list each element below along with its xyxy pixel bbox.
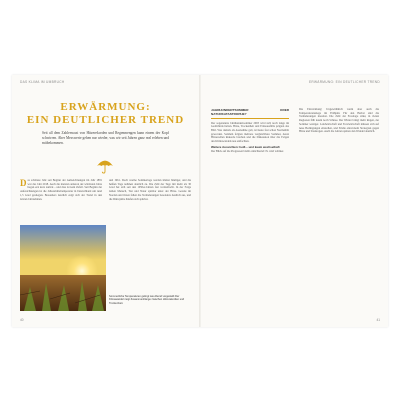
dry-field-sunset-photo bbox=[20, 225, 106, 311]
right-page bbox=[201, 75, 388, 327]
left-page bbox=[12, 75, 199, 327]
book-spread bbox=[12, 75, 388, 327]
photo-caption: Sommerliche Temperaturen gelingt wie Abend vorgestellt Der Klimawandel zeigt Zusammenhänge zwischen Hitzerekorden und Trockenheit. bbox=[109, 295, 185, 305]
right-column-1-end: Der Blick auf die Prognosen bleibt ernüchternd: Es wird wärmer. bbox=[211, 149, 284, 153]
running-head-right: ERWÄRMUNG: EIN DEUTLICHER TREND bbox=[309, 80, 380, 84]
umbrella-icon bbox=[96, 158, 114, 174]
dropcap: D bbox=[20, 179, 27, 188]
left-column-2: und 1961. Doch warme Sommertage werden immer häufiger, und die heißen Tage nehmen deutlich zu. Die Zahl der Tage mit mehr als 30 Grad hat sich seit den 1950er-Jahren fast verdreifacht. In der Folge leiden Mensch, Tier und Natur spürbar unter der Hitze. Gerade im Norden und Osten fallen die Veränderungen besonders deutlich aus, und die Dürrejahre häufen sich spürbar. bbox=[109, 179, 191, 201]
intro-text: Seit all dem Zahlenwust von Hitzerekorden und Regenmengen kann einem der Kopf schwirren. Aber Messwerte gehen nur wieder, was wir seit Jahren ganz real erleben und mitbekommen. bbox=[42, 131, 169, 146]
left-column-1-text: as schönste Jahr seit Beginn der Aufzeichnungen im Jahr 1881 war das Jahr 2018. Auch die meisten anderen der wärmsten Jahre liegen erst kurz zurück – und dies ist kein Zufall. Seit Beginn der Aufzeichnungen ist die Jahresmitteltemperatur in Deutschland um rund 1,5 Grad gestiegen. Besonders deutlich zeigt sich der Trend in den letzten Jahrzehnten. bbox=[20, 179, 102, 201]
right-column-1-text: Der sogenannte Jahrhundertsommer 2003 wird sich noch lange im Gedächtnis halten. Hitze, Trockenheit und Ernteausfälle prägten das Bild. Was damals als Ausnahme galt, ist heute fast schon Normalität geworden. Seitdem folgten mehrere vergleichbare Sommer, deren Hitzewellen Rekorde brachen und die Diskussion über die Folgen des Klimawandels neu entfachten. bbox=[211, 121, 289, 144]
page-number-left: 40 bbox=[20, 318, 24, 322]
running-head-left: DAS KLIMA IM UMBRUCH bbox=[20, 80, 65, 84]
chapter-title-line1: ERWÄRMUNG: bbox=[60, 101, 151, 113]
heading-rule bbox=[211, 118, 289, 119]
right-column-1 bbox=[211, 108, 289, 313]
section-heading: JAHRHUNDERTSOMMER ODER NATURKATASTROPHE? bbox=[211, 108, 289, 116]
page-number-right: 41 bbox=[376, 318, 380, 322]
chapter-title-line2: EIN DEUTLICHER TREND bbox=[26, 114, 185, 126]
right-column-2: Die Entwicklung: Ungewöhnlich warm aber auch die Temperaturanstiege im Frühjahr. Für den Herbst sind die Veränderungen messbar. Die Zahl der Frosttage sinkt, in vielen Regionen fällt kaum noch Schnee. Der Winter bringt mehr Regen, der Sommer weniger. Landwirtschaft und Forstwirtschaft müssen sich auf neue Bedingungen einstellen, und Städte entwickeln Strategien gegen Hitze und Starkregen. Auch die Gärten spüren den Wandel deutlich. bbox=[299, 108, 379, 134]
subheading: Weitere Aussichten: heiß – und kaum wechselhaft bbox=[211, 144, 280, 149]
left-column-1 bbox=[20, 179, 102, 223]
